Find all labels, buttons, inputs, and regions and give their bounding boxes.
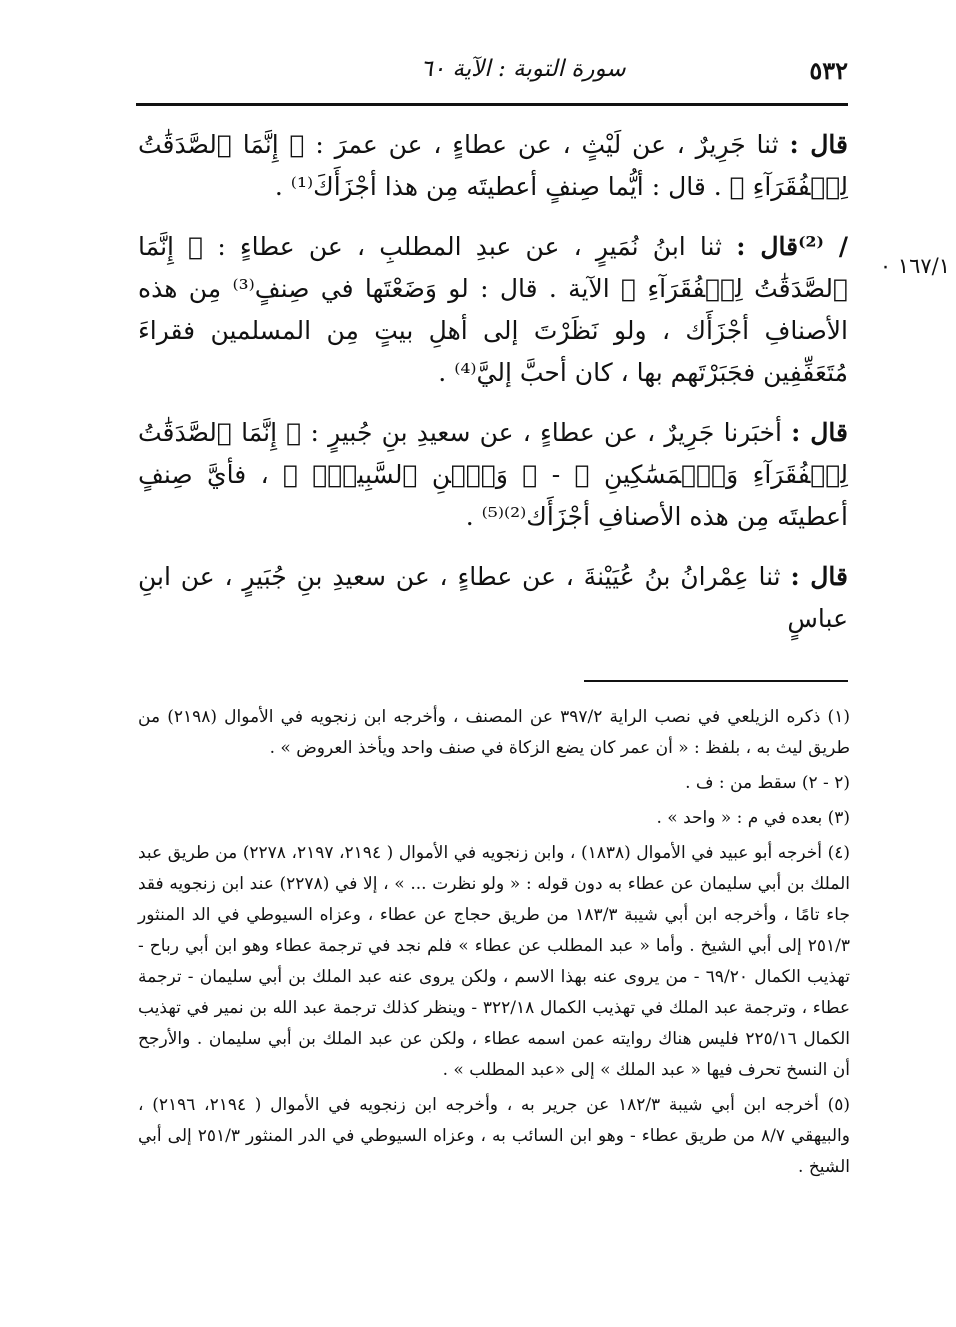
paragraph-lead: قال : [790, 562, 848, 591]
page-header [132, 52, 848, 94]
paragraph-text: ثنا عِمْرانُ بنُ عُيَيْنةَ ، عن عطاءٍ ، عن سعيدِ بنِ جُبَيرٍ ، عن ابنِ عباسٍ [138, 562, 848, 633]
footnote-5: (٥) أخرجه ابن أبي شيبة ١٨٢/٣ عن جرير به ، وأخرجه ابن زنجويه في الأموال ( ٢١٩٤، ٢١٩٦) ، والبيهقي ٨/٧ من طريق عطاء - وهو ابن السائب به ، وعزاه السيوطي في الدر المنثور ٢٥١/٣ إلى أبي الشيخ . [138, 1095, 851, 1177]
page-number: ٥٣٢ [809, 56, 848, 85]
folio-marker: ١٦٧/١ ٠ [879, 254, 950, 278]
footnote-4: (٤) أخرجه أبو عبيد في الأموال (١٨٣٨) ، وابن زنجويه في الأموال ( ٢١٩٤، ٢١٩٧، ٢٢٧٨) من طريق عبد الملك بن أبي سليمان عن عطاء به دون قوله : « ولو نظرت ... » ، إلا في (٢٢٧٨) عند ابن زنجويه فقد جاء تامًا ، وأخرجه ابن أبي شيبة ١٨٣/٣ من طريق حجاج عن عطاء ، وعزاه السيوطي في الد المنثور ٢٥١/٣ إلى أبي الشيخ . وأما « عبد المطلب عن عطاء » فلم نجد في ترجمة عطاء وهو ابن أبي رباح - تهذيب الكمال ٦٩/٢٠ - من يروى عنه بهذا الاسم ، ولكن يروى عنه عبد الملك بن أبي سليمان - ترجمة عطاء ، وترجمة عبد الملك في تهذيب الكمال ٣٢٢/١٨ - وينظر كذلك ترجمة عبد الله بن نمير في تهذيب الكمال ٢٢٥/١٦ فليس هناك روايته عمن اسمه عطاء ، ولكن عن عبد الملك بن أبي سليمان . والأرجح أن النسخ تحرف فيها « عبد الملك » إلى «عبد المطلب » . [138, 843, 851, 1080]
footnote-2: (٢ - ٢) سقط من : ف . [685, 773, 850, 793]
paragraph-4 [138, 556, 848, 640]
footnotes [138, 702, 850, 1187]
paragraph-text: أخبَرنا جَرِيرٌ ، عن عطاءٍ ، عن سعيدِ بنِ جُبيرٍ : ﴿ إِنَّمَا ٱلصَّدَقَٰتُ لِلۡفُقَرَآءِ وَٱلۡمَسَٰكِينِ ﴾ - ﴿ وَٱبۡنِ ٱلسَّبِيلِۖ ﴾ ، فأيَّ صِنفٍ أعطيتَه مِن هذه الأصنافِ أجْزَأَك⁽²⁾⁽⁵⁾ . [138, 418, 848, 531]
footnote-1: (١) ذكره الزيلعي في نصب الراية ٣٩٧/٢ عن المصنف ، وأخرجه ابن زنجويه في الأموال (٢١٩٨) من طريق ليث به ، بلفظ : « أن عمر كان يضع الزكاة في صنف واحد ويأخذ العروض » . [138, 707, 850, 758]
paragraph-text: ثنا ابنُ نُمَيرٍ ، عن عبدِ المطلبِ ، عن عطاءٍ : ﴿ إِنَّمَا ٱلصَّدَقَٰتُ لِلۡفُقَرَآءِ ﴾ الآية . قال : لو وَضَعْتَها في صِنفٍ⁽³⁾ مِن هذه الأصنافِ أجْزَأَك ، ولو نَظَرْتَ إلى أهلِ بيتٍ مِن المسلمين فقراءَ مُتَعَفِّفِين فجَبَرْتَهم بها ، كان أحبَّ إليَّ⁽⁴⁾ . [138, 232, 848, 387]
running-title: سورة التوبة : الآية ٦٠ [420, 56, 626, 82]
footnote-3: (٣) بعده في م : « واحد » . [656, 808, 850, 828]
header-rule [136, 103, 848, 106]
paragraph-lead: قال : [789, 130, 848, 159]
paragraph-2 [138, 226, 848, 394]
footnote-rule [584, 680, 848, 682]
main-text [138, 124, 848, 658]
paragraph-3 [138, 412, 848, 538]
paragraph-1 [138, 124, 848, 208]
paragraph-text: ثنا جَرِيرٌ ، عن لَيْثٍ ، عن عطاءٍ ، عن عمرَ : ﴿ إِنَّمَا ٱلصَّدَقَٰتُ لِلۡفُقَرَآءِ ﴾ . قال : أيُّما صِنفٍ أعطيتَه مِن هذا أجْزَأَكَ⁽¹⁾ . [138, 130, 848, 201]
paragraph-lead: قال : [791, 418, 848, 447]
paragraph-lead: / ⁽²⁾قال : [736, 232, 848, 261]
